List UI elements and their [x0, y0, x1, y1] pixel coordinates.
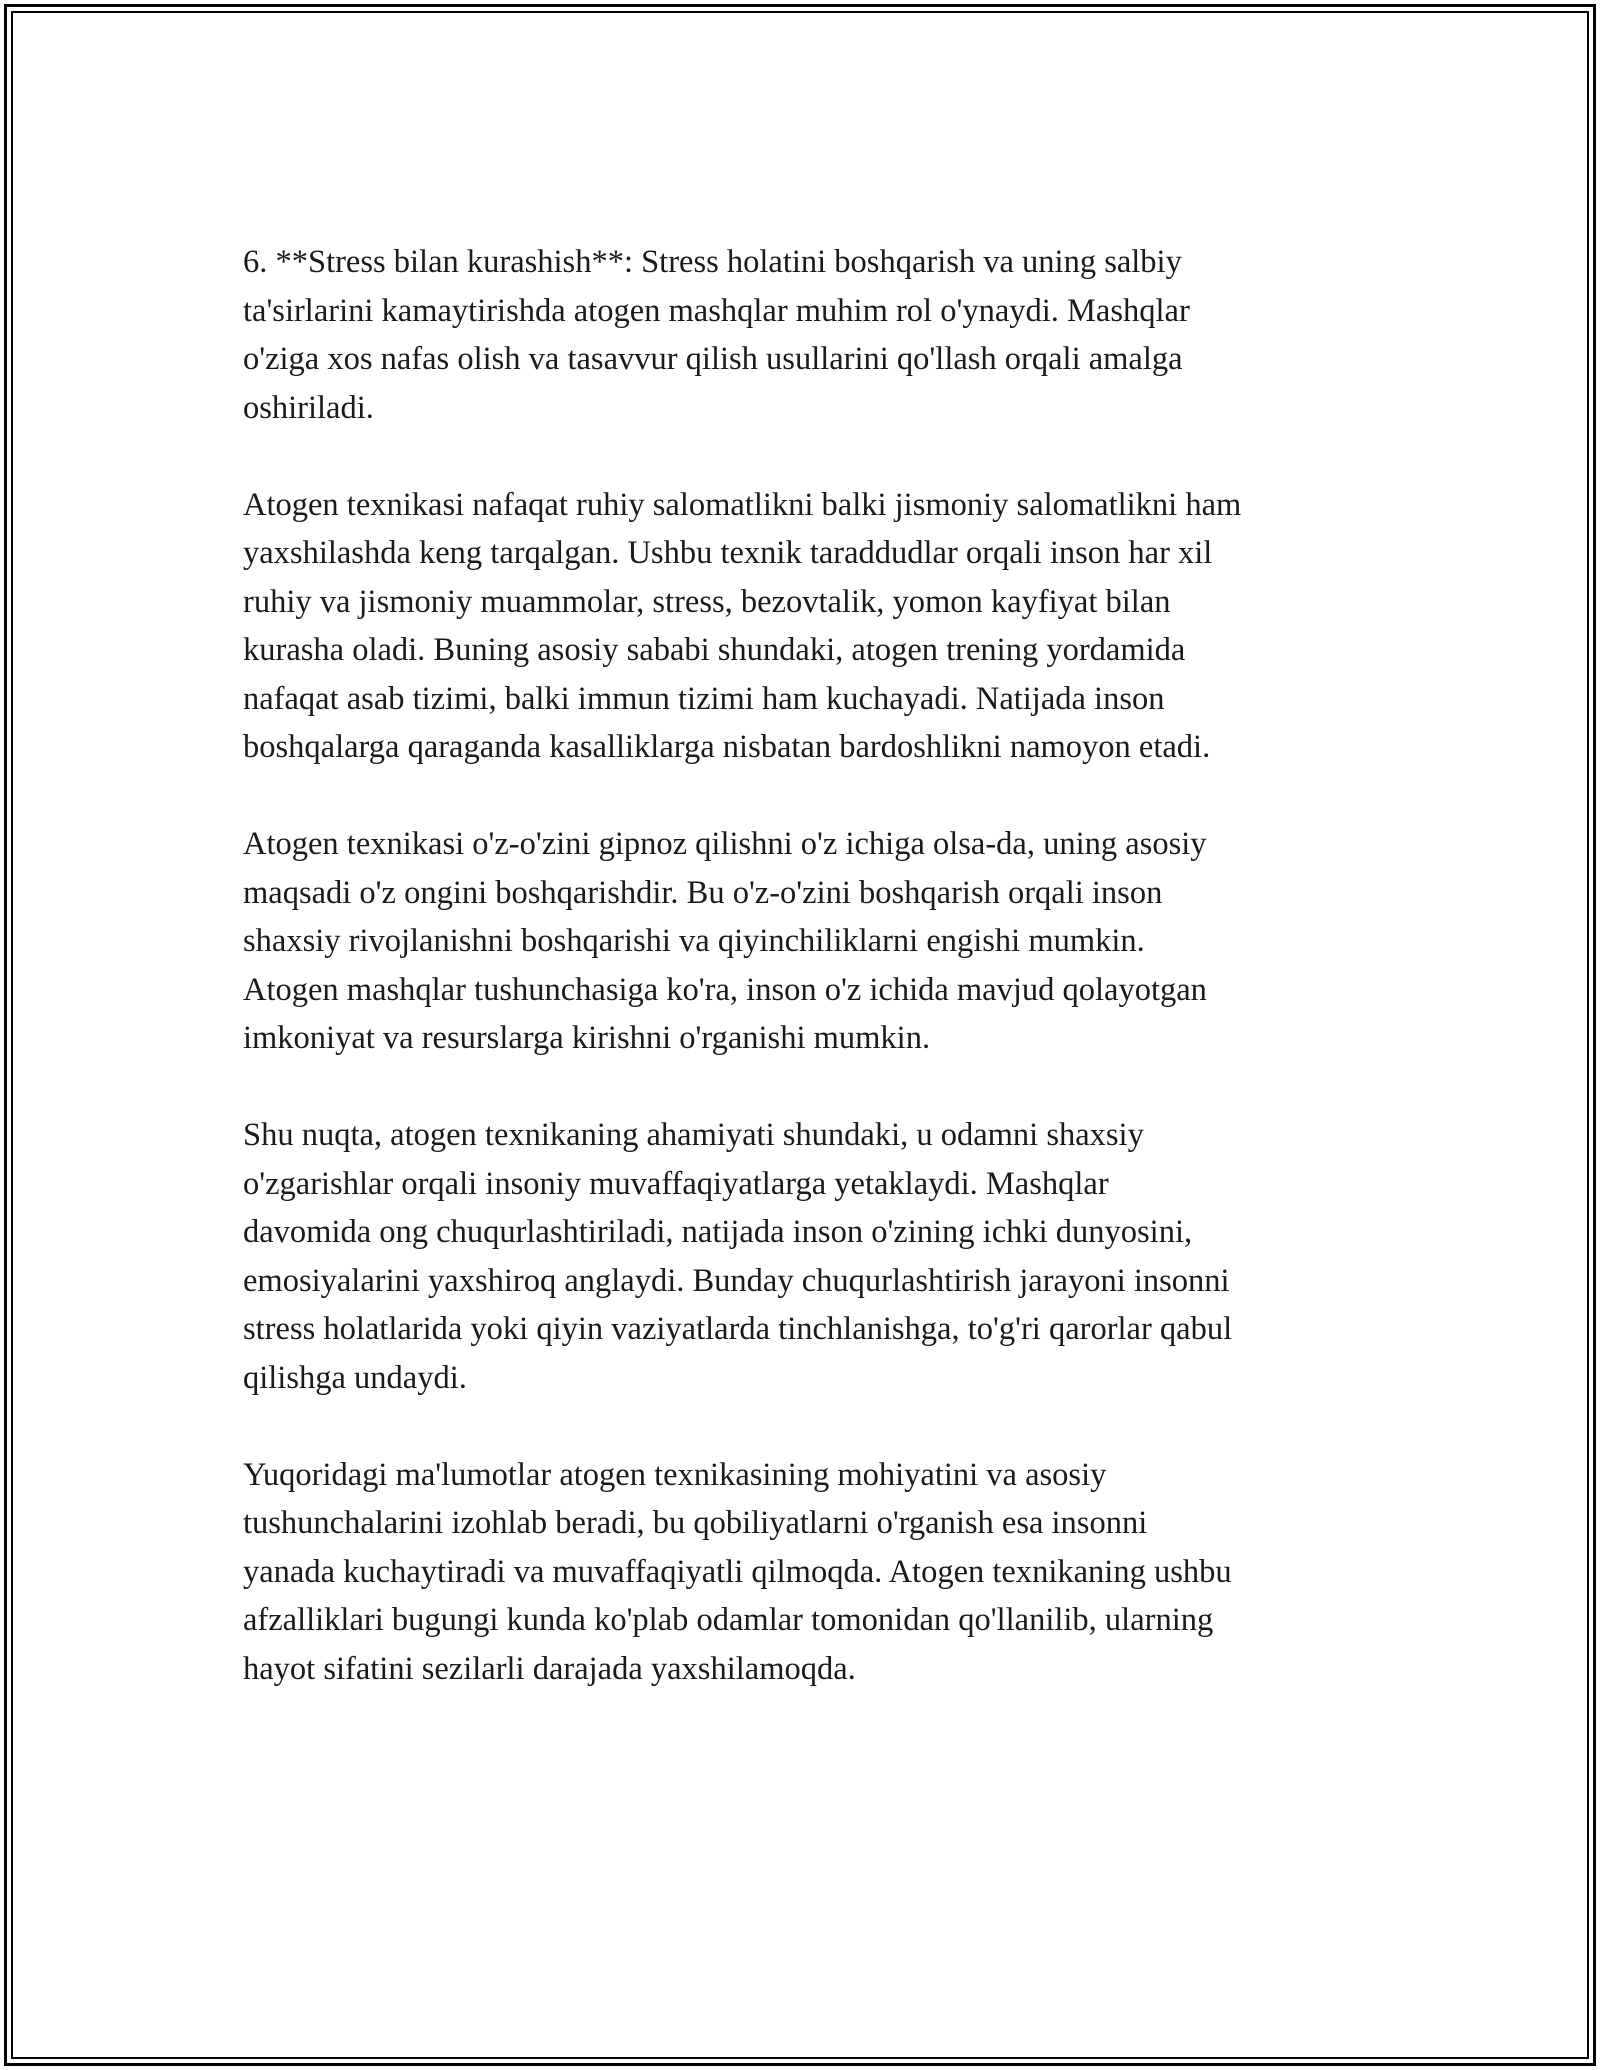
paragraph-health-benefits: Atogen texnikasi nafaqat ruhiy salomatlikni balki jismoniy salomatlikni ham yaxshilashda keng tarqalgan. Ushbu texnik taraddudlar orqali inson har xil ruhiy va jismoniy muammolar, stress, bezovtalik, yomon kayfiyat bilan kurasha oladi. Buning asosiy sababi shundaki, atogen trening yordamida nafaqat asab tizimi, balki immun tizimi ham kuchayadi. Natijada inson boshqalarga qaraganda kasalliklarga nisbatan bardoshlikni namoyon etadi. — [243, 486, 1242, 765]
paragraph-self-control: Atogen texnikasi o'z-o'zini gipnoz qilishni o'z ichiga olsa-da, uning asosiy maqsadi o'z ongini boshqarishdir. Bu o'z-o'zini boshqarish orqali inson shaxsiy rivojlanishni boshqarishi va qiyinchiliklarni engishi mumkin. Atogen mashqlar tushunchasiga ko'ra, inson o'z ichida mavjud qolayotgan imkoniyat va resurslarga kirishni o'rganishi mumkin. — [243, 826, 1207, 1056]
paragraph-conclusion: Yuqoridagi ma'lumotlar atogen texnikasining mohiyatini va asosiy tushunchalarini izohlab beradi, bu qobiliyatlarni o'rganish esa insonni yanada kuchaytiradi va muvaffaqiyatli qilmoqda. Atogen texnikaning ushbu afzalliklari bugungi kunda ko'plab odamlar tomonidan qo'llanilib, ularning hayot sifatini sezilarli darajada yaxshilamoqda. — [243, 1456, 1232, 1687]
paragraph-stress-management: 6. **Stress bilan kurashish**: Stress holatini boshqarish va uning salbiy ta'sirlarini kamaytirishda atogen mashqlar muhim rol o'ynaydi. Mashqlar o'ziga xos nafas olish va tasavvur qilish usullarini qo'llash orqali amalga oshiriladi. — [243, 244, 1190, 426]
document-body — [243, 238, 1383, 1742]
page-frame — [4, 4, 1596, 2066]
paragraph-personal-growth: Shu nuqta, atogen texnikaning ahamiyati shundaki, u odamni shaxsiy o'zgarishlar orqali insoniy muvaffaqiyatlarga yetaklaydi. Mashqlar davomida ong chuqurlashtiriladi, natijada inson o'zining ichki dunyosini, emosiyalarini yaxshiroq anglaydi. Bunday chuqurlashtirish jarayoni insonni stress holatlarida yoki qiyin vaziyatlarda tinchlanishga, to'g'ri qarorlar qabul qilishga undaydi. — [243, 1117, 1233, 1396]
